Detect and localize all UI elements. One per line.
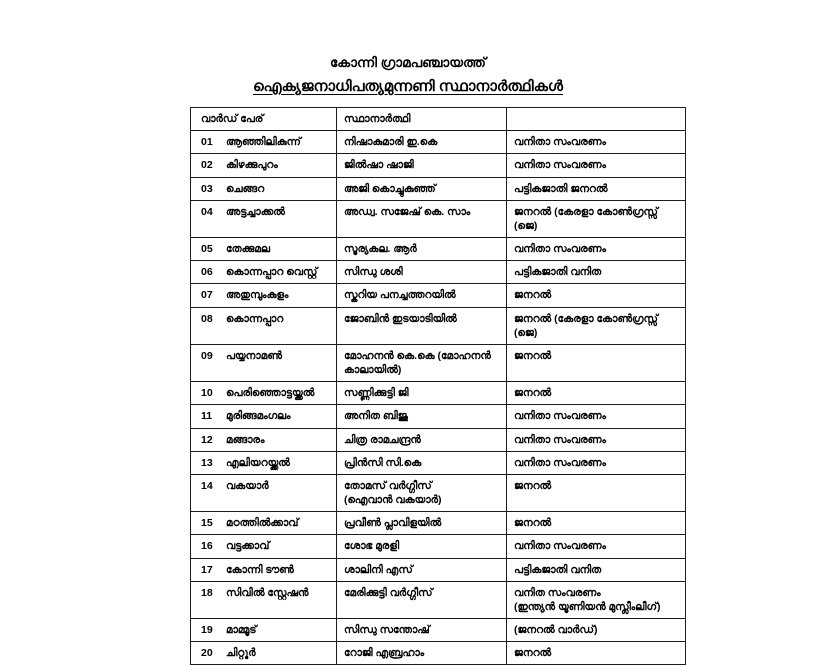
ward-name: മങ്ങാരം <box>226 433 265 446</box>
ward-name: മാമ്മൂട് <box>226 624 257 637</box>
candidate-name: തോമസ് വർഗ്ഗീസ് <box>344 479 432 492</box>
candidate-name: റോജി എബ്രഹാം <box>344 647 425 660</box>
table-row <box>191 284 686 307</box>
reservation: വനിതാ സംവരണം <box>514 136 606 149</box>
table-row <box>191 428 686 451</box>
ward-name: ചിറ്റൂർ <box>226 647 256 660</box>
ward-name: ചെങ്ങറ <box>226 182 265 195</box>
reservation: വനിതാ സംവരണം <box>514 159 606 172</box>
table-row <box>191 642 686 665</box>
reservation: ജനറൽ (കേരളാ കോൺഗ്രസ്സ് (ജെ) <box>514 312 658 339</box>
reservation: വനിത സംവരണം <box>514 586 601 599</box>
candidate-name: പ്രവീൺ പ്ലാവിളയിൽ <box>344 517 442 530</box>
table-row <box>191 177 686 200</box>
ward-name: അതുമ്പുംകുളം <box>226 289 289 302</box>
candidate-name: സണ്ണിക്കുട്ടി ജി <box>344 387 409 400</box>
table-row <box>191 512 686 535</box>
ward-name: കിഴക്കുപുറം <box>226 159 278 172</box>
ward-name: പയ്യനാമൺ <box>226 349 283 362</box>
candidates-table <box>190 107 686 665</box>
candidate-name: സ്കറിയ പനച്ചത്തറയിൽ <box>344 289 456 302</box>
ward-number: 01 <box>201 136 213 149</box>
ward-name: തേക്കുമല <box>226 243 270 256</box>
ward-number: 07 <box>201 289 213 302</box>
ward-number: 11 <box>201 410 213 423</box>
table-row <box>191 405 686 428</box>
candidate-name: പ്രിൻസി സി.കെ <box>344 456 422 469</box>
candidate-name: ജോബിൻ ഇടയാടിയിൽ <box>344 312 457 325</box>
candidate-name: ചിത്ര രാമചന്ദ്രൻ <box>344 433 421 446</box>
ward-number: 09 <box>201 349 213 362</box>
table-row <box>191 581 686 618</box>
table-row <box>191 474 686 511</box>
table-row <box>191 558 686 581</box>
ward-number: 16 <box>201 540 213 553</box>
ward-number: 19 <box>201 624 213 637</box>
reservation: വനിതാ സംവരണം <box>514 410 606 423</box>
ward-number: 18 <box>201 586 213 599</box>
ward-name: പെരിഞ്ഞൊട്ടയ്ക്കൽ <box>226 387 315 400</box>
reservation: വനിതാ സംവരണം <box>514 540 606 553</box>
reservation: ജനറൽ <box>514 517 552 530</box>
table-row <box>191 344 686 381</box>
reservation: ജനറൽ <box>514 289 552 302</box>
reservation: ജനറൽ (കേരളാ കോൺഗ്രസ്സ് (ജെ) <box>514 205 658 232</box>
ward-name: മുരിങ്ങമംഗലം <box>226 410 291 423</box>
table-row <box>191 238 686 261</box>
ward-number: 15 <box>201 517 213 530</box>
candidate-name: സിന്ധു സന്തോഷ് <box>344 624 430 637</box>
candidate-name: ജിൽഷാ ഷാജി <box>344 159 414 172</box>
reservation: ജനറൽ <box>514 647 552 660</box>
candidate-name: അഡ്വ. സജേഷ് കെ. സാം <box>344 205 471 218</box>
ward-number: 13 <box>201 456 213 469</box>
table-row <box>191 154 686 177</box>
ward-number: 14 <box>201 479 213 492</box>
candidate-name: മേരിക്കുട്ടി വർഗ്ഗീസ് <box>344 586 433 599</box>
ward-number: 06 <box>201 266 213 279</box>
candidate-name: ശോഭ മുരളി <box>344 540 400 553</box>
ward-number: 17 <box>201 563 213 576</box>
candidate-name: അനിത ബിജു <box>344 410 408 423</box>
reservation: (ജനറൽ വാർഡ്) <box>514 624 598 637</box>
table-row <box>191 451 686 474</box>
ward-name: മഠത്തിൽക്കാവ് <box>226 517 299 530</box>
ward-name: കൊന്നപ്പാറ <box>226 312 284 325</box>
reservation: വനിതാ സംവരണം <box>514 456 606 469</box>
page-subtitle: ഐക്യജനാധിപത്യമുന്നണി സ്ഥാനാർത്ഥികൾ <box>253 78 563 95</box>
page-title: കോന്നി ഗ്രാമപഞ്ചായത്ത് <box>330 55 486 70</box>
reservation: പട്ടികജാതി ജനറൽ <box>514 182 608 195</box>
ward-number: 20 <box>201 647 213 660</box>
table-row <box>191 200 686 237</box>
reservation: വനിതാ സംവരണം <box>514 243 606 256</box>
document-header <box>0 0 816 95</box>
header-candidate: സ്ഥാനാർത്ഥി <box>337 108 507 131</box>
table-row <box>191 307 686 344</box>
table-row <box>191 261 686 284</box>
reservation: ജനറൽ <box>514 349 552 362</box>
ward-name: ആഞ്ഞിലികുന്ന് <box>226 136 301 149</box>
reservation: പട്ടികജാതി വനിത <box>514 266 602 279</box>
table-row <box>191 535 686 558</box>
ward-name: കോന്നി ടൗൺ <box>226 563 294 576</box>
candidate-name: അജി കൊച്ചുകുഞ്ഞ് <box>344 182 436 195</box>
ward-name: സിവിൽ സ്റ്റേഷൻ <box>226 586 309 599</box>
ward-number: 05 <box>201 243 213 256</box>
header-reservation <box>507 108 686 131</box>
ward-number: 10 <box>201 387 213 400</box>
candidate-name: ശാലിനി എസ് <box>344 563 413 576</box>
reservation: ജനറൽ <box>514 387 552 400</box>
ward-number: 04 <box>201 205 213 218</box>
candidate-name: സൂര്യകല. ആർ <box>344 243 417 256</box>
ward-number: 12 <box>201 433 213 446</box>
reservation-line2: (ഇന്ത്യൻ യൂണിയൻ മുസ്ലീംലീഗ്) <box>514 600 661 613</box>
candidate-name-line2: (ഐവാൻ വകയാർ) <box>344 494 442 507</box>
reservation: വനിതാ സംവരണം <box>514 433 606 446</box>
table-row <box>191 619 686 642</box>
ward-number: 02 <box>201 159 213 172</box>
ward-name: അട്ടച്ചാക്കൽ <box>226 205 285 218</box>
candidate-name: മോഹനൻ കെ.കെ (മോഹനൻ കാലായിൽ) <box>344 349 491 377</box>
reservation: പട്ടികജാതി വനിത <box>514 563 602 576</box>
candidate-name: സിന്ധു ശശി <box>344 266 403 279</box>
ward-number: 03 <box>201 182 213 195</box>
ward-name: എലിയറയ്ക്കൽ <box>226 456 290 469</box>
candidate-name: നിഷാകുമാരി ഇ.കെ <box>344 136 438 149</box>
header-ward-name: വാർഡ് പേര് <box>191 108 337 131</box>
table-row <box>191 382 686 405</box>
ward-name: കൊന്നപ്പാറ വെസ്റ്റ് <box>226 266 318 279</box>
table-header-row <box>191 108 686 131</box>
ward-name: വകയാർ <box>226 479 269 492</box>
table-row <box>191 131 686 154</box>
ward-number: 08 <box>201 312 213 325</box>
ward-name: വട്ടക്കാവ് <box>226 540 270 553</box>
reservation: ജനറൽ <box>514 479 552 492</box>
